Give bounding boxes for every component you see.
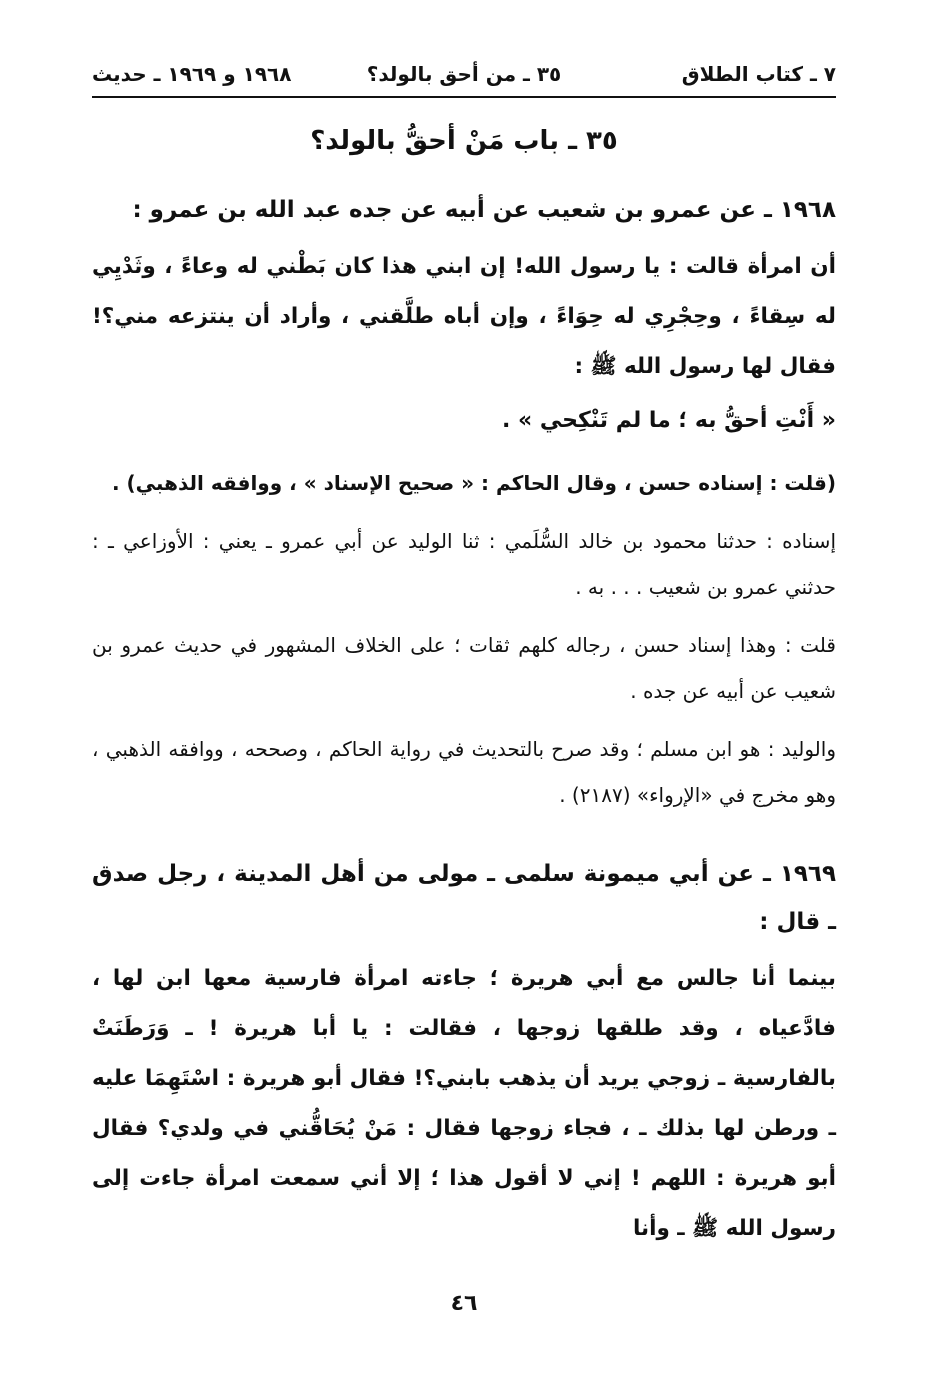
hadith-1968-isnad: إسناده : حدثنا محمود بن خالد السُّلَمي : ثنا الوليد عن أبي عمرو ـ يعني : الأوزاعي ـ : حدثني عمرو بن شعيب . . . به . — [92, 529, 836, 599]
header-hadith-range: ١٩٦٨ و ١٩٦٩ ـ حديث — [92, 62, 292, 86]
page-number: ٤٦ — [450, 1291, 478, 1316]
hadith-1969-text: بينما أنا جالس مع أبي هريرة ؛ جاءته امرأة فارسية معها ابن لها ، فادَّعياه ، وقد طلقها زوجها ، فقالت : يا أبا هريرة ! ـ وَرَطَنَتْ بالفارسية ـ زوجي يريد أن يذهب بابني؟! فقال أبو هريرة : اسْتَهِمَا عليه ـ ورطن لها بذلك ـ ، فجاء زوجها فقال : مَنْ يُحَاقُّني في ولدي؟ فقال أبو هريرة : اللهم ! إني لا أقول هذا ؛ إلا أني سمعت امرأة جاءت إلى رسول الله ﷺ ـ وأنا — [92, 966, 836, 1241]
hadith-1968-comment-1: قلت : وهذا إسناد حسن ، رجاله كلهم ثقات ؛ على الخلاف المشهور في حديث عمرو بن شعيب عن أبيه عن جده . — [92, 633, 836, 703]
hadith-1968-comment-2: والوليد : هو ابن مسلم ؛ وقد صرح بالتحديث في رواية الحاكم ، وصححه ، ووافقه الذهبي ، وهو مخرج في «الإرواء» (٢١٨٧) . — [92, 737, 836, 807]
hadith-1968-prophetic-saying: « أَنْتِ أحقُّ به ؛ ما لم تَنْكِحي » . — [502, 408, 836, 433]
hadith-1968-heading: ١٩٦٨ ـ عن عمرو بن شعيب عن أبيه عن جده عبد الله بن عمرو : — [132, 197, 836, 223]
chapter-title: ٣٥ ـ باب مَنْ أحقُّ بالولد؟ — [310, 126, 618, 156]
running-header — [92, 56, 836, 98]
hadith-1968-text: أن امرأة قالت : يا رسول الله! إن ابني هذا كان بَطْني له وعاءً ، وثَدْيِي له سِقاءً ، وحِجْرِي له حِوَاءً ، وإن أباه طلَّقني ، وأراد أن ينتزعه مني؟! فقال لها رسول الله ﷺ : — [92, 254, 836, 379]
header-book-title: ٧ ـ كتاب الطلاق — [681, 62, 836, 86]
header-chapter-title: ٣٥ ـ من أحق بالولد؟ — [366, 62, 562, 86]
book-page — [92, 56, 836, 1346]
hadith-1968-grading: (قلت : إسناده حسن ، وقال الحاكم : « صحيح الإسناد » ، ووافقه الذهبي) . — [111, 471, 836, 495]
section-gap — [92, 830, 836, 850]
hadith-1969-heading: ١٩٦٩ ـ عن أبي ميمونة سلمى ـ مولى من أهل المدينة ، رجل صدق ـ قال : — [92, 861, 836, 935]
